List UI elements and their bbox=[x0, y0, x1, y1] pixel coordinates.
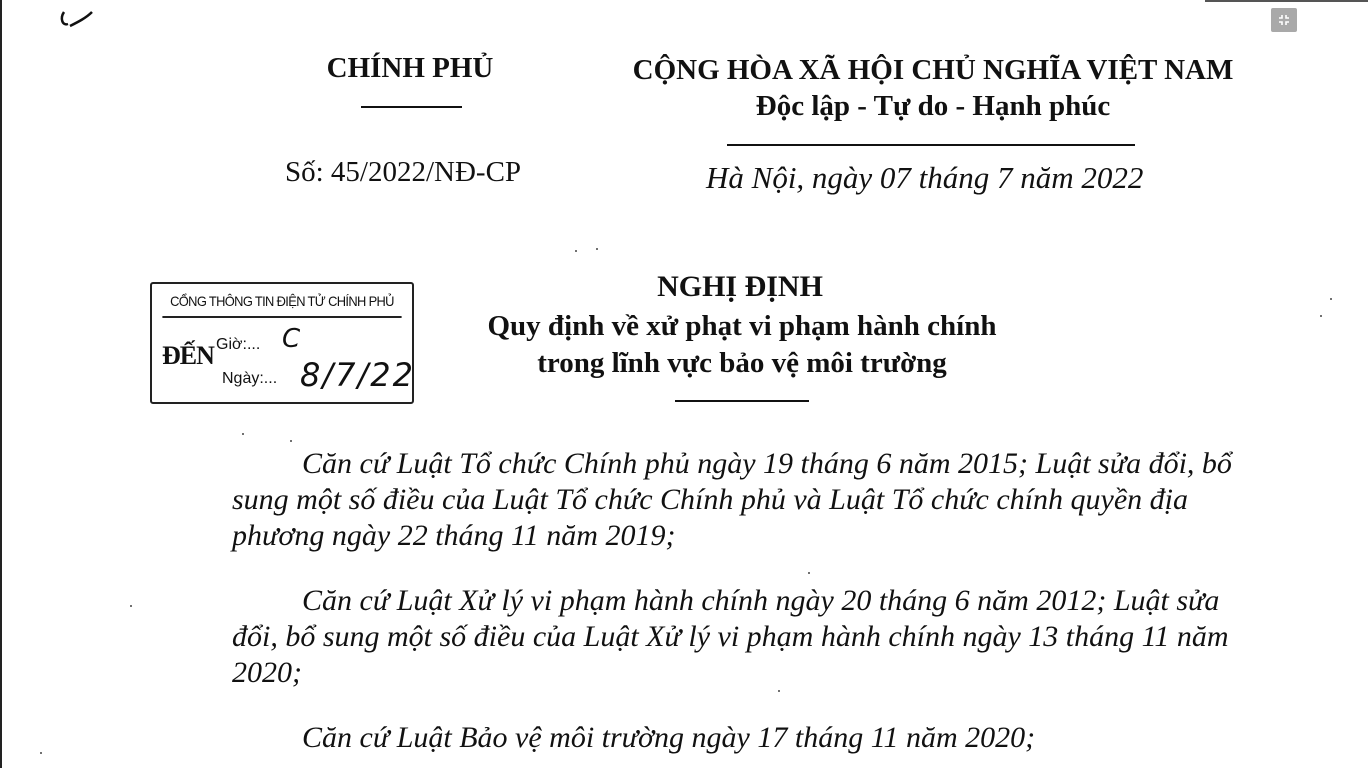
received-stamp bbox=[150, 282, 414, 404]
scan-speck bbox=[575, 250, 577, 252]
scan-speck bbox=[40, 752, 42, 754]
scan-mark-icon bbox=[58, 6, 98, 32]
scan-speck bbox=[808, 572, 810, 574]
decree-type: NGHỊ ĐỊNH bbox=[657, 270, 823, 303]
stamp-den: ĐẾN bbox=[162, 341, 214, 370]
scan-speck bbox=[596, 248, 598, 250]
motto-underline bbox=[727, 144, 1135, 146]
stamp-date-value: 8/7/22 bbox=[300, 356, 415, 394]
issuing-agency: CHÍNH PHỦ bbox=[326, 52, 494, 84]
paragraph-legal-basis-2: Căn cứ Luật Xử lý vi phạm hành chính ngày 20 tháng 6 năm 2012; Luật sửa đổi, bổ sung một số điều của Luật Xử lý vi phạm hành chính ngày 13 tháng 11 năm 2020; bbox=[232, 584, 1229, 689]
scan-speck bbox=[242, 433, 244, 435]
stamp-time-value: C bbox=[282, 324, 301, 354]
stamp-time-label: Giờ:... bbox=[216, 336, 261, 353]
scan-speck bbox=[130, 605, 132, 607]
agency-underline bbox=[361, 106, 462, 108]
national-heading bbox=[608, 52, 1258, 124]
paragraph-legal-basis-3: Căn cứ Luật Bảo vệ môi trường ngày 17 tháng 11 năm 2020; bbox=[302, 721, 1036, 754]
scan-speck bbox=[1330, 298, 1332, 300]
scan-speck bbox=[778, 690, 780, 692]
page-edge-top bbox=[1205, 0, 1368, 2]
place-and-date: Hà Nội, ngày 07 tháng 7 năm 2022 bbox=[706, 160, 1144, 195]
nation-name: CỘNG HÒA XÃ HỘI CHỦ NGHĨA VIỆT NAM bbox=[632, 54, 1234, 86]
scan-speck bbox=[1320, 315, 1322, 317]
decree-title bbox=[432, 308, 1052, 382]
fullscreen-button[interactable] bbox=[1271, 8, 1297, 32]
title-underline bbox=[675, 400, 809, 402]
national-motto: Độc lập - Tự do - Hạnh phúc bbox=[755, 90, 1111, 122]
scan-speck bbox=[290, 440, 292, 442]
decree-title-line-2: trong lĩnh vực bảo vệ môi trường bbox=[537, 347, 947, 379]
stamp-header: CỔNG THÔNG TIN ĐIỆN TỬ CHÍNH PHỦ bbox=[162, 284, 401, 318]
stamp-date-label: Ngày:... bbox=[222, 370, 278, 387]
collapse-fullscreen-icon bbox=[1277, 13, 1291, 27]
page-edge bbox=[0, 0, 2, 768]
decree-title-line-1: Quy định về xử phạt vi phạm hành chính bbox=[487, 310, 997, 342]
document-number: Số: 45/2022/NĐ-CP bbox=[285, 156, 522, 188]
paragraph-legal-basis-1: Căn cứ Luật Tổ chức Chính phủ ngày 19 tháng 6 năm 2015; Luật sửa đổi, bổ sung một số điều của Luật Tổ chức Chính phủ và Luật Tổ chức chính quyền địa phương ngày 22 tháng 11 năm 2019; bbox=[232, 447, 1232, 552]
